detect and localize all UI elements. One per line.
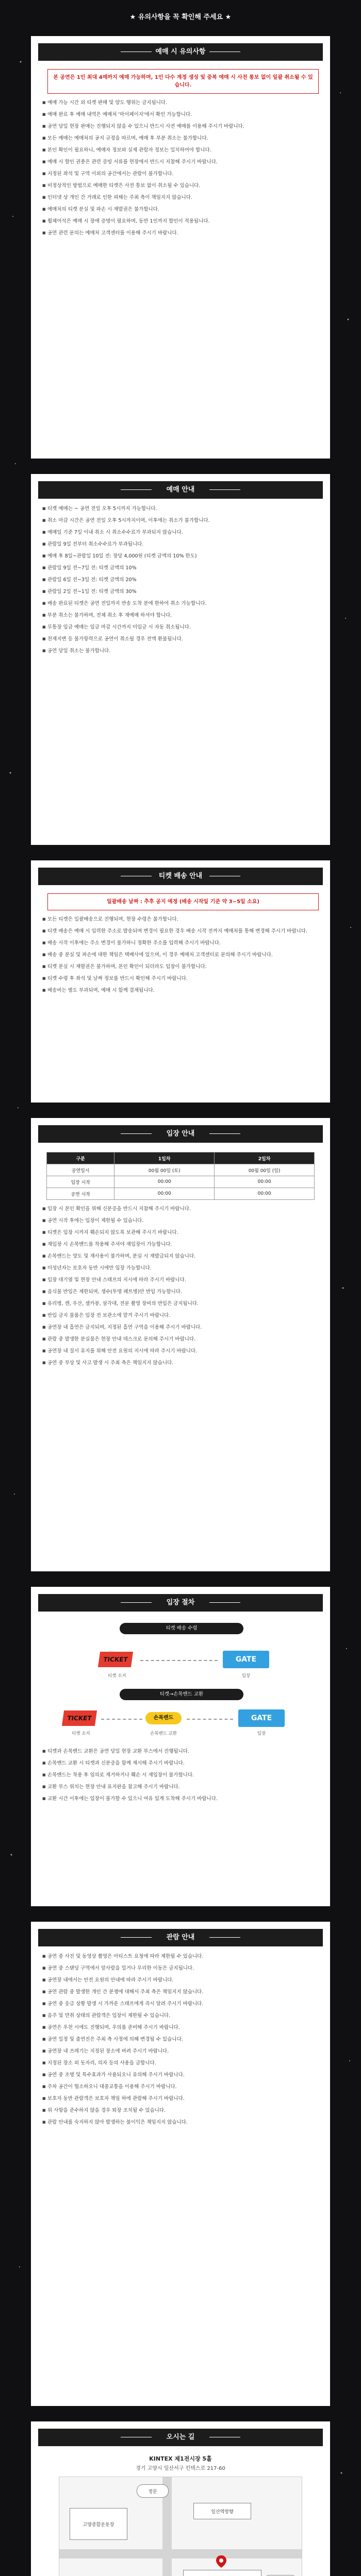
notice-item: ■ 공연 일정 및 출연진은 주최 측 사정에 의해 변경될 수 있습니다. bbox=[42, 2036, 319, 2043]
table-row bbox=[47, 1188, 315, 1200]
caption-ticket: 티켓 소지 bbox=[72, 1731, 90, 1736]
notice-item: ■ 천재지변 등 불가항력으로 공연이 취소될 경우 전액 환불됩니다. bbox=[42, 635, 319, 643]
section-directions bbox=[31, 2421, 330, 2576]
notice-item: ■ 예매 시 할인 권종은 관련 증빙 서류를 현장에서 반드시 지참해 주시기 바랍니다. bbox=[42, 158, 319, 166]
notice-item: ■ 무통장 입금 예매는 입금 마감 시간까지 미입금 시 자동 취소됩니다. bbox=[42, 623, 319, 631]
notice-item: ■ 공연 시작 후에는 입장이 제한될 수 있습니다. bbox=[42, 1217, 319, 1225]
flow-step-exchange: 티켓→손목밴드 교환 bbox=[120, 1689, 243, 1700]
notice-item: ■ 공연 관람 중 발생한 개인 간 분쟁에 대해서 주최 측은 책임지지 않습니다. bbox=[42, 1988, 319, 1996]
table-row bbox=[47, 1164, 315, 1176]
notice-item: ■ 지정된 좌석 및 구역 이외의 공간에서는 관람이 불가합니다. bbox=[42, 170, 319, 178]
notice-item: ■ 티켓 배송은 예매 시 입력한 주소로 발송되며 변경이 필요한 경우 배송 시작 전까지 예매처를 통해 변경해 주시기 바랍니다. bbox=[42, 927, 319, 935]
table-cell: 00월 00일 (토) bbox=[114, 1164, 215, 1176]
section-title: 오시는 길 bbox=[38, 2429, 323, 2446]
table-row bbox=[47, 1176, 315, 1188]
notice-item: ■ 예매처의 티켓 분실 및 파손 시 재발권은 불가합니다. bbox=[42, 206, 319, 213]
section-ticket-delivery bbox=[31, 860, 330, 1103]
map-road bbox=[59, 2549, 302, 2558]
notice-item: ■ 관람 안내를 숙지하지 않아 발생하는 불이익은 책임지지 않습니다. bbox=[42, 2119, 319, 2126]
notice-item: ■ 부분 취소는 불가하며, 전체 취소 후 재예매 하셔야 합니다. bbox=[42, 612, 319, 619]
section-booking-notice bbox=[31, 36, 330, 459]
notice-item: ■ 관람일 9일 전~7일 전: 티켓 금액의 10% bbox=[42, 564, 319, 572]
notice-item: ■ 손목밴드는 양도 및 재사용이 불가하며, 분실 시 재발급되지 않습니다. bbox=[42, 1252, 319, 1260]
entry-schedule-table bbox=[46, 1152, 315, 1200]
notice-item: ■ 티켓 수령 후 좌석 및 날짜 정보를 반드시 확인해 주시기 바랍니다. bbox=[42, 975, 319, 982]
notice-item: ■ 공연장 내에서는 안전 요원의 안내에 따라 주시기 바랍니다. bbox=[42, 1976, 319, 1984]
notice-item: ■ 모든 티켓은 일괄배송으로 진행되며, 현장 수령은 불가합니다. bbox=[42, 916, 319, 923]
page-header bbox=[0, 0, 361, 31]
table-cell: 공연 시작 bbox=[47, 1188, 114, 1200]
caption-gate: 입장 bbox=[241, 1673, 251, 1679]
table-cell: 00월 00일 (일) bbox=[215, 1164, 315, 1176]
notice-item: ■ 예매 가능 시간 외 티켓 판매 및 양도 행위는 금지됩니다. bbox=[42, 99, 319, 107]
notice-item: ■ 공연 당일 현장 판매는 진행되지 않을 수 있으니 반드시 사전 예매를 이용해 주시기 바랍니다. bbox=[42, 123, 319, 130]
section-entry-procedure bbox=[31, 1587, 330, 1906]
notice-item: ■ 휠체어석은 예매 시 장애 증명이 필요하며, 동반 1인까지 할인이 적용됩니다. bbox=[42, 217, 319, 225]
notice-item: ■ 예매 후 8일~관람일 10일 전: 장당 4,000원 (티켓 금액의 10% 한도) bbox=[42, 552, 319, 560]
caption-ticket: 티켓 소지 bbox=[108, 1673, 126, 1679]
notice-item: ■ 공연 중 사진 및 동영상 촬영은 아티스트 요청에 따라 제한될 수 있습니다. bbox=[42, 1953, 319, 1960]
notice-item: ■ 공연장 내 쓰레기는 지정된 장소에 버려 주시기 바랍니다. bbox=[42, 2047, 319, 2055]
notice-item: ■ 본인 확인이 필요하니, 예매자 정보와 실제 관람자 정보는 일치하여야 합니다. bbox=[42, 146, 319, 154]
section-entry-info bbox=[31, 1118, 330, 1571]
notice-item: ■ 재입장 시 손목밴드를 착용해 주셔야 재입장이 가능합니다. bbox=[42, 1241, 319, 1248]
table-cell: 00:00 bbox=[114, 1176, 215, 1188]
notice-item: ■ 티켓과 손목밴드 교환은 공연 당일 현장 교환 부스에서 진행됩니다. bbox=[42, 1748, 319, 1755]
section-title: 입장 절차 bbox=[38, 1594, 323, 1612]
ticket-graphic: TICKET bbox=[62, 1710, 97, 1726]
notice-item: ■ 배송 시작 이후에는 주소 변경이 불가하니 정확한 주소를 입력해 주시기 바랍니다. bbox=[42, 939, 319, 947]
map-label-direction: 일산역방향 bbox=[193, 2503, 251, 2519]
notice-item: ■ 손목밴드 교환 시 티켓과 신분증을 함께 제시해 주시기 바랍니다. bbox=[42, 1759, 319, 1767]
table-cell: 00:00 bbox=[215, 1188, 315, 1200]
notice-item: ■ 배송 중 분실 및 파손에 대한 책임은 택배사에 있으며, 이 경우 예매처 고객센터로 문의해 주시기 바랍니다. bbox=[42, 951, 319, 959]
table-header-cell: 1일차 bbox=[114, 1153, 215, 1164]
venue-address: 경기 고양시 일산서구 킨텍스로 217-60 bbox=[136, 2466, 225, 2471]
table-cell: 공연일시 bbox=[47, 1164, 114, 1176]
notice-item: ■ 취소 마감 시간은 공연 전일 오후 5시까지이며, 이후에는 취소가 불가합니다. bbox=[42, 517, 319, 524]
notice-item: ■ 유리병, 캔, 우산, 셀카봉, 삼각대, 전문 촬영 장비의 반입은 금지됩니다. bbox=[42, 1300, 319, 1308]
section-title: 티켓 배송 안내 bbox=[38, 868, 323, 885]
notice-item: ■ 입장 시 본인 확인을 위해 신분증을 반드시 지참해 주시기 바랍니다. bbox=[42, 1205, 319, 1213]
flow-arrow bbox=[101, 1719, 142, 1720]
notice-item: ■ 인터넷 상 개인 간 거래로 인한 피해는 주최 측이 책임지지 않습니다. bbox=[42, 194, 319, 201]
table-cell: 입장 시작 bbox=[47, 1176, 114, 1188]
notice-item: ■ 음주 및 만취 상태의 관람객은 입장이 제한될 수 있습니다. bbox=[42, 2012, 319, 2020]
notice-item: ■ 보호자 동반 관람객은 보호자 책임 하에 관람해 주시기 바랍니다. bbox=[42, 2095, 319, 2103]
page-title: ★ 유의사항을 꼭 확인해 주세요 ★ bbox=[129, 13, 232, 21]
entry-flow-diagram-2 bbox=[42, 1703, 319, 1744]
table-cell: 00:00 bbox=[114, 1188, 215, 1200]
gate-graphic: GATE bbox=[223, 1651, 269, 1668]
notice-item: ■ 예매일 기준 7일 이내 취소 시 취소수수료가 부과되지 않습니다. bbox=[42, 529, 319, 536]
map-label-stadium: 고양종합운동장 bbox=[70, 2508, 127, 2540]
flow-step-delivery: 티켓 배송 수령 bbox=[120, 1623, 243, 1634]
notice-item: ■ 교환 시간 이후에는 입장이 불가할 수 있으니 여유 있게 도착해 주시기 바랍니다. bbox=[42, 1795, 319, 1803]
notice-item: ■ 배송비는 별도 부과되며, 예매 시 함께 결제됩니다. bbox=[42, 987, 319, 994]
wristband-graphic: 손목밴드 bbox=[145, 1712, 182, 1724]
venue-name: KINTEX 제1전시장 5홀 bbox=[149, 2455, 212, 2462]
flow-arrow bbox=[140, 1660, 218, 1661]
notice-item: ■ 관람일 6일 전~3일 전: 티켓 금액의 20% bbox=[42, 576, 319, 584]
section-title: 입장 안내 bbox=[38, 1125, 323, 1143]
notice-item: ■ 교환 부스 위치는 현장 안내 표지판을 참고해 주시기 바랍니다. bbox=[42, 1783, 319, 1791]
section-viewing-info bbox=[31, 1922, 330, 2406]
flow-arrow bbox=[187, 1719, 233, 1720]
notice-item: ■ 입장 대기열 및 현장 안내 스태프의 지시에 따라 주시기 바랍니다. bbox=[42, 1276, 319, 1284]
section-title: 예매 시 유의사항 bbox=[38, 43, 323, 61]
notice-item: ■ 공연장 내 질서 유지를 위해 안전 요원의 지시에 따라 주시기 바랍니다. bbox=[42, 1347, 319, 1355]
ticket-graphic: TICKET bbox=[98, 1652, 133, 1667]
notice-item: ■ 공연은 우천 시에도 진행되며, 우의를 준비해 주시기 바랍니다. bbox=[42, 2024, 319, 2031]
notice-item: ■ 관람 중 발생한 분실물은 현장 안내 데스크로 문의해 주시기 바랍니다. bbox=[42, 1335, 319, 1343]
notice-item: ■ 주차 공간이 협소하오니 대중교통을 이용해 주시기 바랍니다. bbox=[42, 2083, 319, 2091]
notice-item: ■ 티켓은 입장 시까지 훼손되지 않도록 보관해 주시기 바랍니다. bbox=[42, 1229, 319, 1236]
delivery-date-highlight: 일괄배송 날짜 : 추후 공지 예정 (배송 시작일 기준 약 3~5일 소요) bbox=[47, 893, 319, 910]
caption-gate: 입장 bbox=[257, 1731, 266, 1736]
gate-graphic: GATE bbox=[238, 1709, 285, 1727]
notice-item: ■ 비정상적인 방법으로 예매한 티켓은 사전 통보 없이 취소될 수 있습니다. bbox=[42, 182, 319, 190]
notice-item: ■ 배송 완료된 티켓은 공연 전일까지 반송 도착 분에 한하여 취소 가능합니다. bbox=[42, 600, 319, 607]
map-label-main-gate: 정문 bbox=[137, 2484, 169, 2498]
notice-item: ■ 음식물 반입은 제한되며, 생수(투명 페트병)만 반입 가능합니다. bbox=[42, 1288, 319, 1296]
venue-map bbox=[59, 2477, 302, 2576]
table-cell: 00:00 bbox=[215, 1176, 315, 1188]
notice-item: ■ 티켓 예매는 ~ 공연 전일 오후 5시까지 가능합니다. bbox=[42, 505, 319, 513]
notice-item: ■ 공연 중 스탠딩 구역에서 앞사람을 밀거나 무리한 이동은 금지됩니다. bbox=[42, 1964, 319, 1972]
notice-item: ■ 티켓 분실 시 재발권은 불가하며, 본인 확인이 되더라도 입장이 불가합니다. bbox=[42, 963, 319, 971]
section-title: 관람 안내 bbox=[38, 1929, 323, 1946]
notice-item: ■ 예매 완료 후 예매 내역은 예매처 '마이페이지'에서 확인 가능합니다. bbox=[42, 111, 319, 118]
section-title: 예매 안내 bbox=[38, 481, 323, 499]
section-booking-info bbox=[31, 474, 330, 845]
notice-item: ■ 공연 당일 취소는 불가합니다. bbox=[42, 647, 319, 655]
notice-item: ■ 공연 관련 문의는 예매처 고객센터를 이용해 주시기 바랍니다. bbox=[42, 229, 319, 237]
notice-item: ■ 모든 예매는 예매처의 공지 규정을 따르며, 예매 후 부분 취소는 불가합니다. bbox=[42, 134, 319, 142]
notice-item: ■ 미성년자는 보호자 동반 시에만 입장 가능합니다. bbox=[42, 1264, 319, 1272]
notice-item: ■ 공연 중 부상 및 사고 발생 시 주최 측은 책임지지 않습니다. bbox=[42, 1359, 319, 1367]
booking-notice-box: 본 공연은 1인 최대 4매까지 예매 가능하며, 1인 다수 계정 생성 및 중복 예매 시 사전 통보 없이 일괄 취소될 수 있습니다. bbox=[47, 69, 319, 94]
map-label-hall-1 bbox=[183, 2570, 261, 2576]
notice-item: ■ 위 사항을 준수하지 않을 경우 퇴장 조치될 수 있습니다. bbox=[42, 2107, 319, 2114]
map-pin-icon bbox=[214, 2554, 228, 2569]
notice-item: ■ 지정된 장소 외 돗자리, 의자 등의 사용을 금합니다. bbox=[42, 2059, 319, 2067]
notice-item: ■ 관람일 9일 전부터 취소수수료가 부과됩니다. bbox=[42, 540, 319, 548]
notice-item: ■ 손목밴드는 착용 후 임의로 제거하거나 훼손 시 재입장이 불가합니다. bbox=[42, 1771, 319, 1779]
table-header-cell: 2일차 bbox=[215, 1153, 315, 1164]
caption-wristband: 손목밴드 교환 bbox=[150, 1731, 177, 1736]
notice-item: ■ 반입 금지 물품은 입장 전 보관소에 맡겨 주시기 바랍니다. bbox=[42, 1312, 319, 1319]
notice-item: ■ 공연 중 응급 상황 발생 시 가까운 스태프에게 즉시 알려 주시기 바랍니다. bbox=[42, 2000, 319, 2008]
notice-item: ■ 공연장 내 흡연은 금지되며, 지정된 흡연 구역을 이용해 주시기 바랍니다. bbox=[42, 1324, 319, 1331]
notice-item: ■ 공연 중 조명 및 특수효과가 사용되오니 유의해 주시기 바랍니다. bbox=[42, 2071, 319, 2079]
notice-item: ■ 관람일 2일 전~1일 전: 티켓 금액의 30% bbox=[42, 588, 319, 596]
table-header-cell: 구분 bbox=[47, 1153, 114, 1164]
